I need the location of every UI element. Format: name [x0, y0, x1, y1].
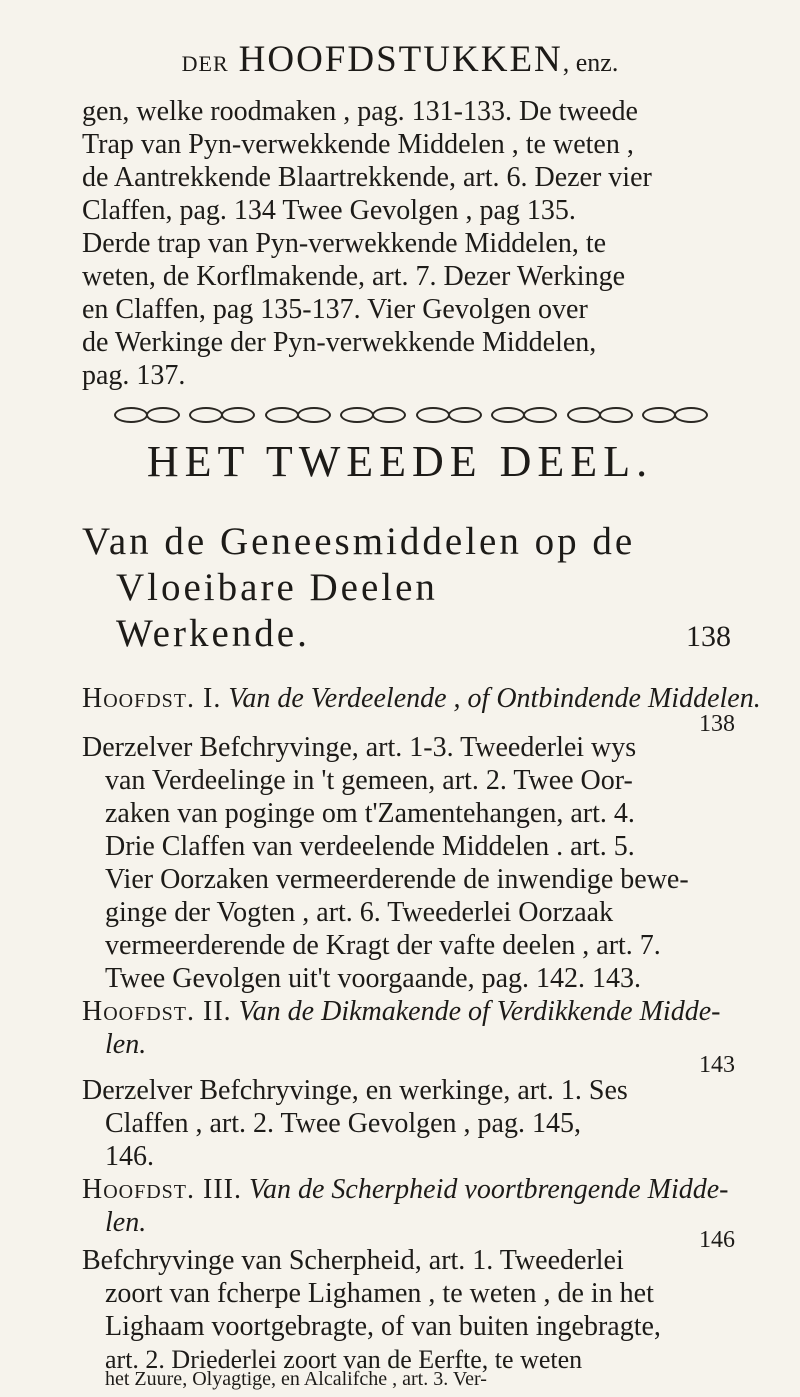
intro-line: weten, de Korflmakende, art. 7. Dezer Werkinge	[82, 261, 625, 292]
ornament-icon	[185, 404, 257, 422]
chapter-heading	[82, 997, 720, 1027]
chapter-title: Van de Dikmakende of Verdikkende Midde-	[238, 996, 721, 1027]
chapter-line: Twee Gevolgen uit't voorgaande, pag. 142. 143.	[105, 963, 641, 994]
intro-line: gen, welke roodmaken , pag. 131-133. De tweede	[82, 96, 638, 127]
intro-line: Trap van Pyn-verwekkende Middelen , te weten ,	[82, 129, 634, 160]
chapter-line: zaken van poginge om t'Zamentehangen, art. 4.	[105, 798, 635, 829]
intro-line: de Aantrekkende Blaartrekkende, art. 6. Dezer vier	[82, 162, 652, 193]
margin-page-number: 143	[699, 1052, 735, 1078]
intro-line: Claffen, pag. 134 Twee Gevolgen , pag 135.	[82, 195, 576, 226]
chapter-title-cont	[105, 1208, 146, 1238]
chapter-title-cont-text: len.	[105, 1207, 147, 1238]
running-head-main: HOOFDSTUKKEN	[238, 39, 563, 80]
chapter-line: vermeerderende de Kragt der vafte deelen , art. 7.	[105, 930, 661, 961]
chapter-line: art. 2. Driederlei zoort van de Eerfte, te weten	[105, 1345, 583, 1374]
ornament-icon	[638, 404, 710, 422]
chapter-line: van Verdeelinge in 't gemeen, art. 2. Twee Oor-	[105, 765, 633, 796]
section-page-number: 138	[686, 620, 731, 653]
intro-line: de Werkinge der Pyn-verwekkende Middelen,	[82, 327, 597, 358]
margin-page-number: 138	[699, 711, 735, 737]
section-heading-line: Vloeibare Deelen	[116, 566, 438, 609]
running-head-tail: , enz.	[562, 48, 619, 77]
chapter-line: Vier Oorzaken vermeerderende de inwendige bewe-	[105, 864, 689, 895]
ornament-rule	[110, 402, 710, 424]
chapter-heading	[82, 684, 761, 714]
chapter-title: Van de Scherpheid voortbrengende Midde-	[249, 1174, 729, 1205]
chapter-title-cont-text: len.	[105, 1029, 147, 1060]
chapter-line: Derzelver Befchryvinge, art. 1-3. Tweederlei wys	[82, 732, 637, 763]
chapter-line: zoort van fcherpe Lighamen , te weten , de in het	[105, 1278, 654, 1309]
ornament-icon	[563, 404, 635, 422]
section-heading-line: Werkende.	[116, 612, 310, 655]
ornament-icon	[261, 404, 333, 422]
chapter-label: Hoofdst. III.	[82, 1174, 242, 1205]
chapter-line: Claffen , art. 2. Twee Gevolgen , pag. 145,	[105, 1108, 581, 1139]
ornament-icon	[412, 404, 484, 422]
chapter-title: Van de Verdeelende , of Ontbindende Middelen.	[228, 683, 761, 714]
chapter-label: Hoofdst. II.	[82, 996, 232, 1027]
margin-page-number: 146	[699, 1227, 735, 1253]
chapter-heading	[82, 1175, 729, 1205]
chapter-line: het Zuure, Olyagtige, en Alcalifche , art. 3. Ver-	[105, 1368, 487, 1390]
intro-line: Derde trap van Pyn-verwekkende Middelen, te	[82, 228, 607, 259]
ornament-icon	[487, 404, 559, 422]
ornament-icon	[336, 404, 408, 422]
chapter-line: Befchryvinge van Scherpheid, art. 1. Tweederlei	[82, 1245, 624, 1276]
intro-line: en Claffen, pag 135-137. Vier Gevolgen over	[82, 294, 588, 325]
running-head-small: DER	[181, 51, 229, 76]
chapter-line: 146.	[105, 1141, 154, 1172]
part-title: HET TWEEDE DEEL.	[146, 437, 654, 486]
intro-line: pag. 137.	[82, 360, 186, 391]
running-head	[0, 40, 800, 84]
section-heading-line: Van de Geneesmiddelen op de	[82, 520, 636, 563]
ornament-icon	[110, 404, 182, 422]
chapter-line: ginge der Vogten , art. 6. Tweederlei Oorzaak	[105, 897, 614, 928]
chapter-line: Lighaam voortgebragte, of van buiten ingebragte,	[105, 1311, 661, 1342]
chapter-line: Drie Claffen van verdeelende Middelen . art. 5.	[105, 831, 635, 862]
chapter-line: Derzelver Befchryvinge, en werkinge, art. 1. Ses	[82, 1075, 628, 1106]
chapter-label: Hoofdst. I.	[82, 683, 222, 714]
chapter-title-cont	[105, 1030, 146, 1060]
